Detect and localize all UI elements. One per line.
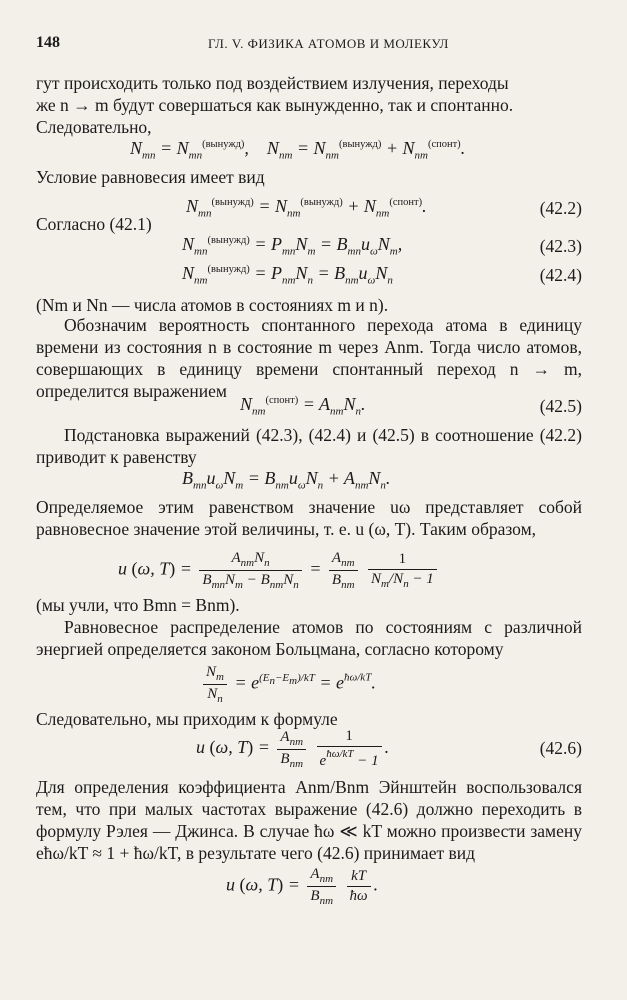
- eq-number-42-4: (42.4): [539, 265, 582, 285]
- paragraph-probability: Обозначим вероятность спонтанного перехода атома в единицу времени из состояния n в состояние m через Anm. Тогда число атомов, совершающих в единицу времени спонтанный переход n → m, определится выражением: [36, 315, 582, 401]
- paragraph-einstein: Для определения коэффициента Anm/Bnm Эйнштейн воспользовался тем, что при малых частотах выражение (42.6) должно переходить в формулу Рэлея — Джинса. В случае ħω ≪ kT можно произвести замену eħω/kT ≈ 1 + ħω/kT, в результате чего (42.6) принимает вид: [36, 777, 582, 863]
- equation-42-3: $N_{mn}^{(вынужд)} = P_{mn}N_m = B_{mn}u_\omega N_m$,: [182, 234, 403, 258]
- eq-number-42-6: (42.6): [539, 738, 582, 758]
- equation-rayleigh-jeans-limit: u (ω, T) = $\frac{A_{nm}}{B_{nm}}$ $\frac{kT}{ħ\omega}$ .: [226, 866, 379, 907]
- page-number: 148: [36, 34, 60, 51]
- para1-line1: гут происходить только под воздействием излучения, переходы: [36, 73, 509, 93]
- equation-42-4: $N_{nm}^{(вынужд)} = P_{nm}N_n = B_{nm}u_\omega N_n$: [182, 263, 393, 287]
- paragraph-equilibrium-value: Определяемое этим равенством значение uω представляет собой равновесное значение этой величины, т. е. u (ω, T). Таким образом,: [36, 497, 582, 539]
- chapter-title: ГЛ. V. ФИЗИКА АТОМОВ И МОЛЕКУЛ: [208, 36, 449, 51]
- equation-42-6: u (ω, T) = $\frac{A_{nm}}{B_{nm}}$ $\frac{1}{e^{ħ\omega/kT} - 1}$ .: [196, 728, 390, 770]
- equation-equality: $B_{mn}u_\omega N_m = B_{nm}u_\omega N_n + A_{nm}N_n$.: [182, 468, 391, 492]
- text-considered: (мы учли, что Bmn = Bnm).: [36, 595, 240, 615]
- eq-number-42-2: (42.2): [539, 198, 582, 218]
- equation-transitions: $N_{mn} = N_{mn}^{(вынужд)}$, $N_{nm} = N_{nm}^{(вынужд)} + N_{nm}^{(спонт)}$.: [130, 138, 466, 162]
- page-header: [36, 34, 596, 56]
- eq-number-42-3: (42.3): [539, 236, 582, 256]
- eq-number-42-5: (42.5): [539, 396, 582, 416]
- text-according: Согласно (42.1): [36, 214, 152, 234]
- paragraph-boltzmann: Равновесное распределение атомов по состояниям с различной энергией определяется законом Больцмана, согласно которому: [36, 617, 582, 659]
- text-condition: Условие равновесия имеет вид: [36, 167, 265, 187]
- para1-line2: же n → m будут совершаться как вынужденно, так и спонтанно.: [36, 95, 514, 115]
- para1-line3: Следовательно,: [36, 117, 152, 137]
- paragraph-substitution: Подстановка выражений (42.3), (42.4) и (42.5) в соотношение (42.2) приводит к равенству: [36, 425, 582, 467]
- equation-boltzmann: $\frac{N_m}{N_n}$ = $e^{(E_n-E_m)/kT} = e^{ħ\omega/kT}$.: [200, 664, 376, 705]
- text-numbers-note: (Nm и Nn — числа атомов в состояниях m и n).: [36, 295, 389, 315]
- equation-42-2: $N_{mn}^{(вынужд)} = N_{nm}^{(вынужд)} + N_{nm}^{(спонт)}$.: [186, 196, 427, 220]
- equation-u-omega-t: u (ω, T) = $\frac{A_{nm}N_n}{B_{mn}N_m - B_{nm}N_n}$ = $\frac{A_{nm}}{B_{nm}}$ $\frac{1}{N_m/N_n - 1}$: [118, 550, 440, 591]
- equation-42-5: $N_{nm}^{(спонт)} = A_{nm}N_n$.: [240, 394, 366, 418]
- text-therefore: Следовательно, мы приходим к формуле: [36, 709, 338, 729]
